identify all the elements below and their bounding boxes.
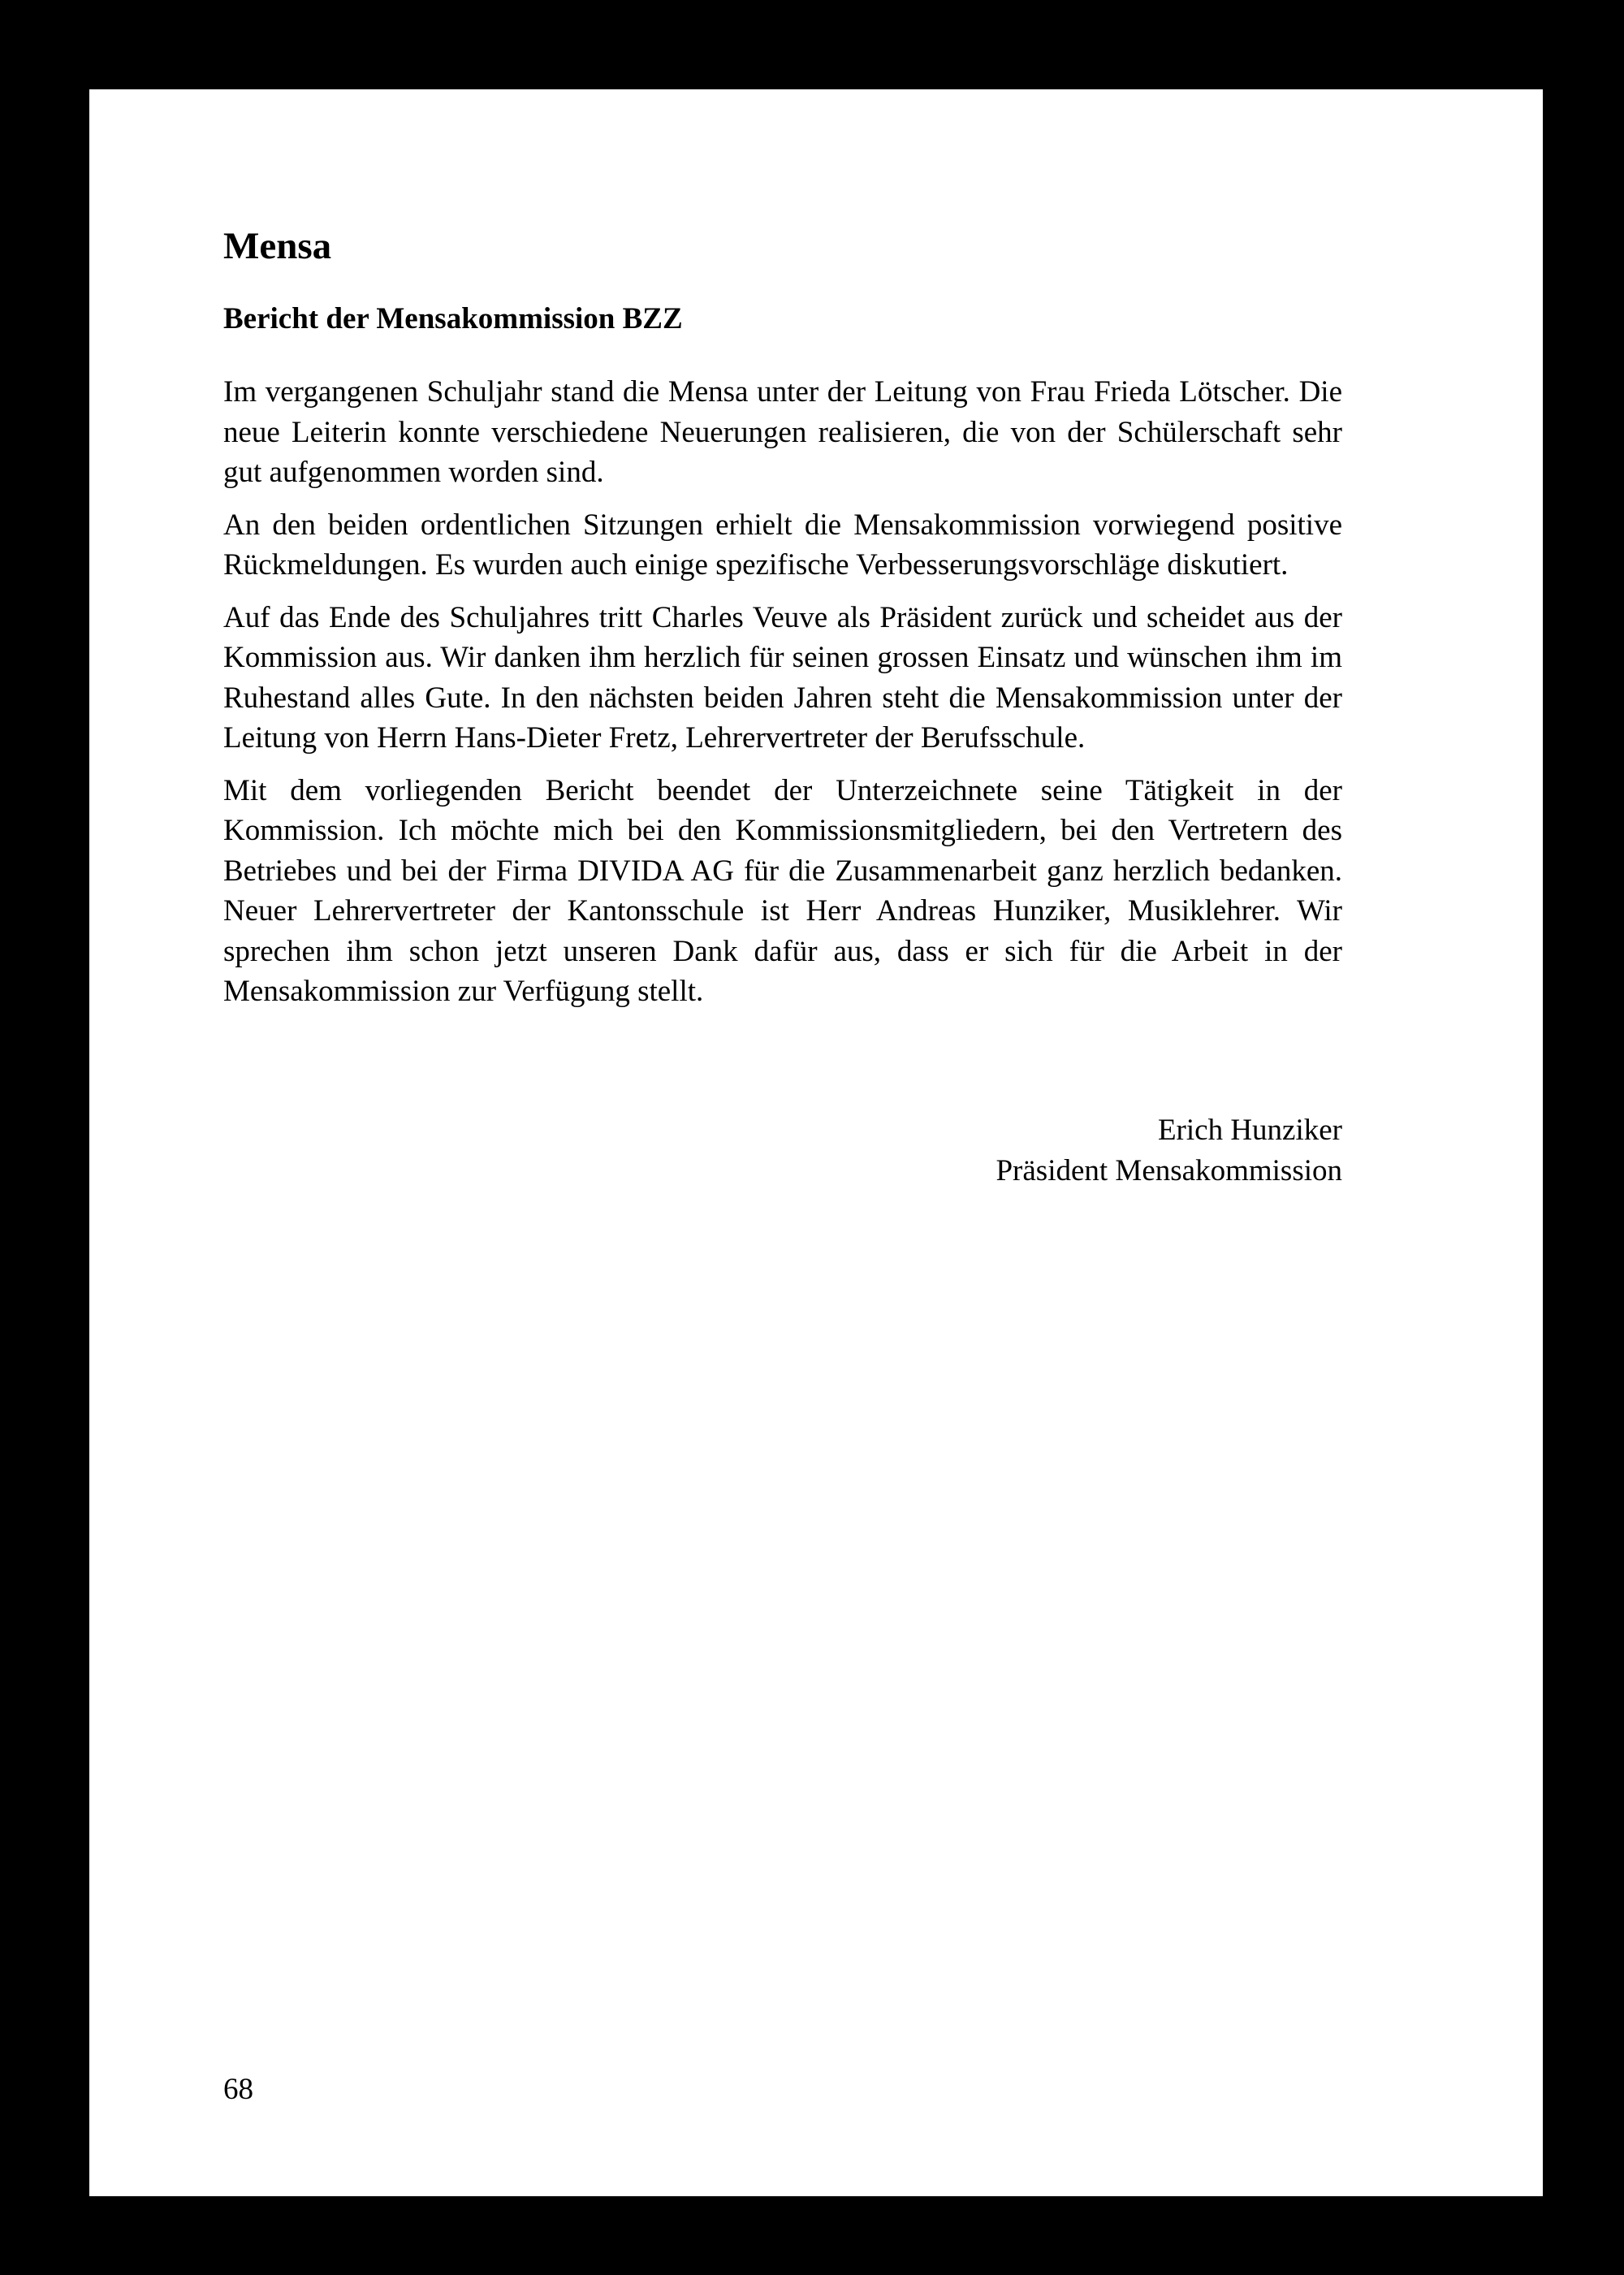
document-page xyxy=(89,89,1543,2196)
paragraph-1: Im vergangenen Schuljahr stand die Mensa unter der Leitung von Frau Frieda Lötscher. Die neue Leiterin konnte verschiedene Neuerungen realisieren, die von der Schülerschaft sehr gut aufgenommen worden sind. xyxy=(223,375,1342,489)
paragraph-4: Mit dem vorliegenden Bericht beendet der Unterzeichnete seine Tätigkeit in der Kommission. Ich möchte mich bei den Kommissionsmitgliedern, bei den Vertretern des Betriebes und bei der Firma DIVIDA AG für die Zusammenarbeit ganz herzlich bedanken. Neuer Lehrervertreter der Kantonsschule ist Herr Andreas Hunziker, Musiklehrer. Wir sprechen ihm schon jetzt unseren Dank dafür aus, dass er sich für die Arbeit in der Mensakommission zur Verfügung stellt. xyxy=(223,773,1342,1008)
signature-name: Erich Hunziker xyxy=(1157,1114,1342,1147)
signature-role: Präsident Mensakommission xyxy=(996,1153,1342,1187)
section-title: Mensa xyxy=(223,225,332,267)
paragraph-3: Auf das Ende des Schuljahres tritt Charles Veuve als Präsident zurück und scheidet aus der Kommission aus. Wir danken ihm herzlich für seinen grossen Einsatz und wünschen ihm im Ruhestand alles Gute. In den nächsten beiden Jahren steht die Mensakommission unter der Leitung von Herrn Hans-Dieter Fretz, Lehrervertreter der Berufsschule. xyxy=(223,600,1342,755)
page-number: 68 xyxy=(223,2073,253,2106)
report-body xyxy=(223,372,1342,1024)
signature-block xyxy=(223,1110,1342,1191)
paragraph-2: An den beiden ordentlichen Sitzungen erhielt die Mensakommission vorwiegend positive Rückmeldungen. Es wurden auch einige spezifische Verbesserungsvorschläge diskutiert. xyxy=(223,508,1342,582)
report-title: Bericht der Mensakommission BZZ xyxy=(223,302,683,335)
